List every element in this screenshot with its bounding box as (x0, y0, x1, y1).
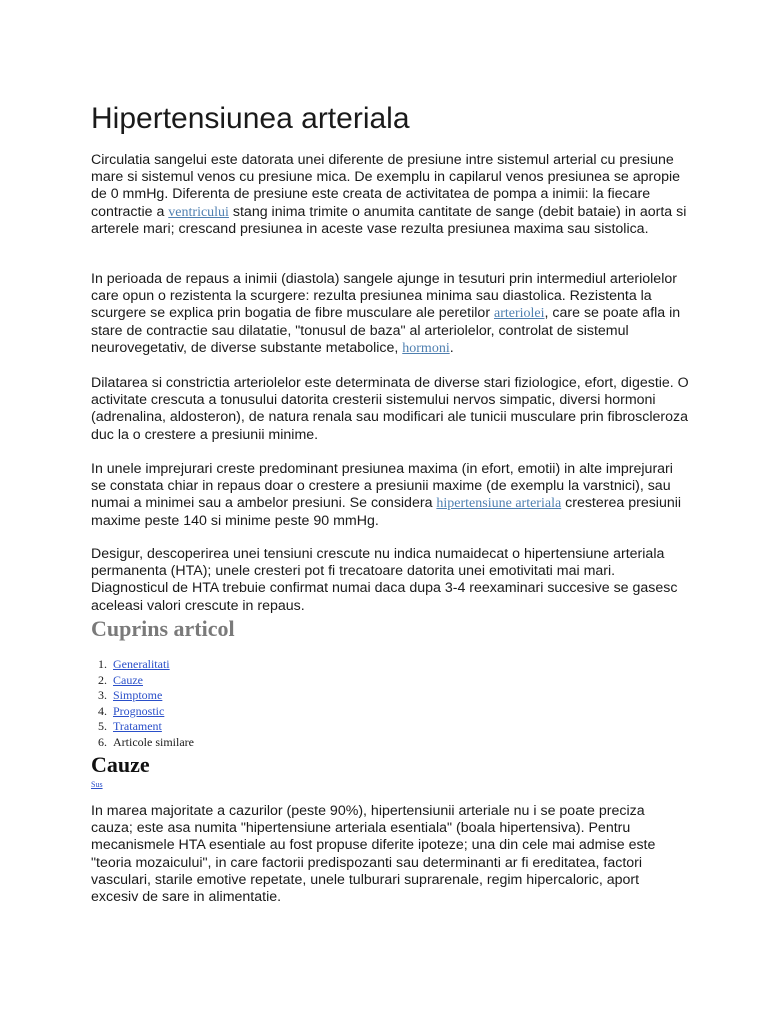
toc-link-tratament[interactable]: Tratament (113, 719, 162, 734)
paragraph-circulatie: Circulatia sangelui este datorata unei diferente de presiune intre sistemul arterial cu presiune mare si sistemul venos cu presiune mica. De exemplu in capilarul venos presiunea se apropie de 0 mmHg. Diferenta de presiune este creata de activitatea de pompa a inimii: la fiecare contractie a ventricului stang inima trimite o anumita cantitate de sange (debit bataie) in aorta si arterele mari; crescand presiunea in aceste vase rezulta presiunea maxima sau sistolica. (91, 152, 687, 237)
link-hipertensiune-arteriala[interactable]: hipertensiune arteriala (436, 496, 562, 512)
toc-link-simptome[interactable]: Simptome (113, 688, 163, 703)
toc-heading: Cuprins articol (91, 616, 235, 641)
toc-item: 3. Simptome (98, 688, 163, 703)
back-to-top-link[interactable]: Sus (91, 780, 103, 789)
paragraph-dilatarea: Dilatarea si constrictia arteriolelor este determinata de diverse stari fiziologice, efort, digestie. O activitate crescuta a tonusului datorita cresterii sistemului nervos simpatic, diversi hormoni (adrenalina, aldosteron), de natura renala sau modificari ale tunicii musculare prin fibroscleroza duc la o crestere a presiunii minime. (91, 375, 689, 443)
toc-item: 1. Generalitati (98, 657, 170, 671)
toc-item: 5. Tratament (98, 719, 162, 734)
paragraph-imprejurari: In unele imprejurari creste predominant presiunea maxima (in efort, emotii) in alte imprejurari se constata chiar in repaus doar o crestere a presiunii maxime (de exemplu la varstnici), sau numai a minimei sau a ambelor presiuni. Se considera hipertensiune arteriala cresterea presiunii maxime peste 140 si minime peste 90 mmHg. (91, 461, 682, 529)
toc-item: 4. Prognostic (98, 703, 165, 718)
toc-item-articole-similare: Articole similare (113, 734, 194, 749)
section-heading-cauze: Cauze (91, 752, 150, 777)
toc-item: 6. Articole similare (98, 734, 194, 749)
toc-link-prognostic[interactable]: Prognostic (113, 703, 165, 718)
toc-link-generalitati[interactable]: Generalitati (113, 657, 170, 671)
paragraph-diagnostic: Desigur, descoperirea unei tensiuni crescute nu indica numaidecat o hipertensiune arteriala permanenta (HTA); unele cresteri pot fi trecatoare datorita unei emotivitati mai mari. Diagnosticul de HTA trebuie confirmat numai daca dupa 3-4 reexaminari succesive se gasesc aceleasi valori crescute in repaus. (91, 546, 678, 614)
link-ventricului[interactable]: ventricului (168, 204, 229, 220)
toc-list (98, 657, 194, 751)
paragraph-diastola: In perioada de repaus a inimii (diastola) sangele ajunge in tesuturi prin intermediul arteriolelor care opun o rezistenta la scurgere: rezulta presiunea minima sau diastolica. Rezistenta la scurgere se explica prin bogatia de fibre musculare ale peretilor arteriolei, care se poate afla in stare de contractie sau dilatatie, "tonusul de baza" al arteriolelor, controlat de sistemul neurovegetativ, de diverse substante metabolice, hormoni. (91, 271, 681, 356)
toc-item: 2. Cauze (98, 672, 143, 687)
link-arteriolei[interactable]: arteriolei (493, 306, 545, 322)
page-title: Hipertensiunea arteriala (91, 102, 410, 135)
paragraph-cauze: In marea majoritate a cazurilor (peste 90%), hipertensiunii arteriale nu i se poate preciza cauza; este asa numita "hipertensiune arteriala esentiala" (boala hipertensiva). Pentru mecanismele HTA esentiale au fost propuse diferite ipoteze; una din cele mai admise este "teoria mozaicului", in care factorii predispozanti sau determinanti ar fi ereditatea, factori vasculari, starile emotive repetate, unele tulburari suprarenale, regim hipercaloric, aport excesiv de sare in alimentatie. (91, 803, 656, 906)
toc-link-cauze[interactable]: Cauze (113, 672, 143, 687)
link-hormoni[interactable]: hormoni (402, 340, 450, 356)
